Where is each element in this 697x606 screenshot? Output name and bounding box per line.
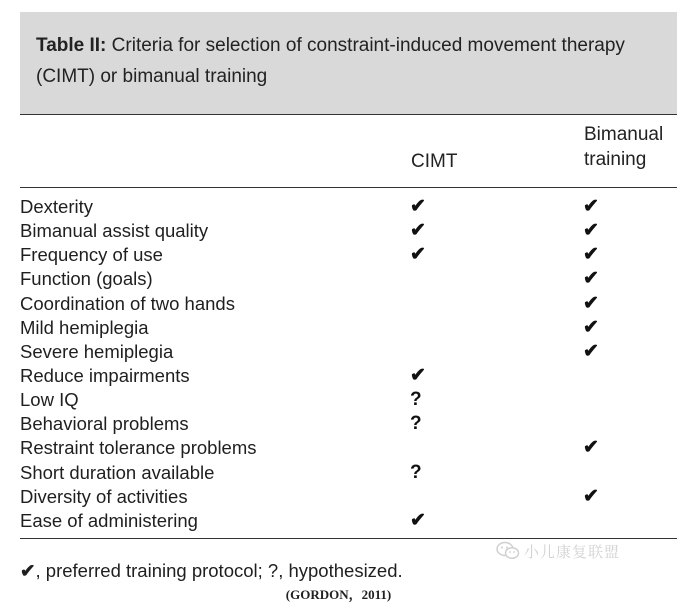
criterion-label: Ease of administering [20,509,198,531]
bimanual-mark: ✔ [583,220,599,242]
footnote-check-symbol: ✔ [20,560,36,581]
criterion-label: Severe hemiplegia [20,340,174,362]
table-caption-label: Table II: [36,35,107,56]
column-header-bimanual-line1: Bimanual [584,124,664,145]
watermark-text: 小儿康复联盟 [524,543,621,561]
column-header-bimanual [584,122,663,172]
criterion-label: Diversity of activities [20,485,188,507]
criterion-label: Short duration available [20,461,215,483]
bimanual-mark: ✔ [583,292,599,314]
table-row [20,388,677,412]
table-row [20,340,677,364]
table-row [20,412,677,436]
cimt-mark: ✔ [410,509,426,531]
table-row [20,316,677,340]
criterion-label: Coordination of two hands [20,292,235,314]
criterion-label: Mild hemiplegia [20,316,149,338]
criterion-label: Reduce impairments [20,364,190,386]
table-row [20,219,677,243]
table-row [20,485,677,509]
column-header-cimt: CIMT [411,151,458,172]
column-header-bimanual-line2: training [584,149,647,170]
footnote-text: , preferred training protocol; ?, hypothesized. [35,560,403,581]
criterion-label: Frequency of use [20,244,163,266]
cimt-mark: ✔ [410,244,426,266]
table-row [20,267,677,291]
criterion-label: Bimanual assist quality [20,220,209,242]
table-row [20,364,677,388]
table-body [20,195,677,533]
watermark [496,540,620,562]
table-footnote [20,559,403,583]
criterion-label: Dexterity [20,196,93,217]
bimanual-mark: ✔ [583,268,599,290]
bimanual-mark: ✔ [583,316,599,338]
table-row [20,461,677,485]
bimanual-mark: ✔ [583,437,599,459]
table-row [20,436,677,460]
cimt-mark: ✔ [410,220,426,242]
cimt-mark: ✔ [410,196,426,217]
table-row [20,243,677,267]
criterion-label: Restraint tolerance problems [20,437,257,459]
table-row [20,292,677,316]
table-caption [36,30,656,92]
criterion-label: Low IQ [20,389,79,411]
bimanual-mark: ✔ [583,244,599,266]
table-header-rule [20,187,677,188]
bimanual-mark: ✔ [583,485,599,507]
bimanual-mark: ✔ [583,340,599,362]
cimt-mark: ✔ [410,364,426,386]
cimt-mark: ? [410,461,422,483]
wechat-icon [496,541,520,561]
criterion-label: Behavioral problems [20,413,189,435]
bimanual-mark: ✔ [583,196,599,217]
table-row [20,509,677,533]
table-top-rule [20,114,677,115]
table-bottom-rule [20,538,677,539]
table-caption-text: Criteria for selection of constraint-induced movement therapy (CIMT) or bimanual training [36,35,625,87]
criterion-label: Function (goals) [20,268,153,290]
table-row [20,195,677,219]
cimt-mark: ? [410,413,422,435]
cimt-mark: ? [410,389,422,411]
source-citation: (GORDON，2011) [285,587,392,602]
